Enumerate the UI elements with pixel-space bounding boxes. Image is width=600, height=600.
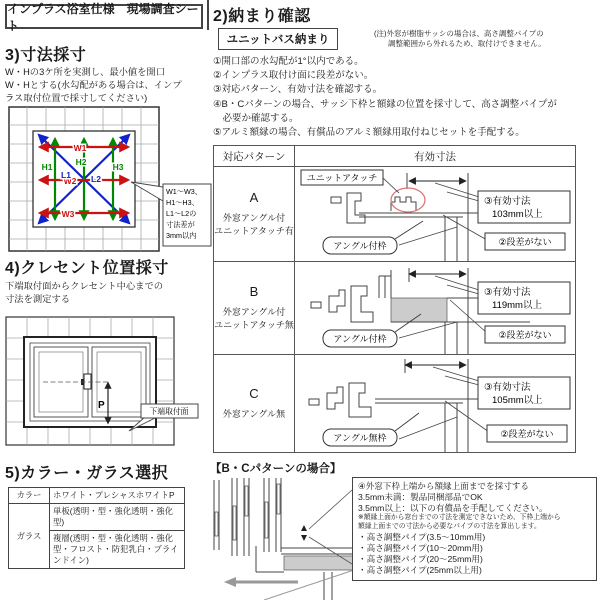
page-title-text: インプラス浴室仕様 現場調査シート <box>7 1 199 33</box>
checklist-item: ③対応パターン、有効寸法を確認する。 <box>213 84 383 96</box>
no-step-label: ②段差がない <box>498 237 552 247</box>
pipe-item: ・高さ調整パイプ(10〜20mm用) <box>358 542 483 553</box>
crescent-position-diagram <box>5 316 201 450</box>
desc-line: 寸法を測定する <box>5 294 71 304</box>
pattern-desc: ユニットアタッチ有 <box>214 226 294 236</box>
effective-size-value: 119mm以上 <box>492 300 542 311</box>
section4-description <box>5 280 163 306</box>
glass-label: ガラス <box>9 504 50 569</box>
l2-label: L2 <box>91 174 101 184</box>
pipe-item: ・高さ調整パイプ(25mm以上用) <box>358 564 482 575</box>
callout-line: H1〜H3、 <box>166 198 199 207</box>
size-column-header: 有効寸法 <box>295 146 576 167</box>
desc-line: W・Hの3ケ所を実測し、最小値を開口 <box>5 67 166 77</box>
pattern-table-header <box>214 146 576 167</box>
note-line: (注)外窓が樹脂サッシの場合は、高さ調整パイプの <box>374 29 544 38</box>
l1-label: L1 <box>61 170 71 180</box>
pattern-desc: ユニットアタッチ無 <box>214 320 294 330</box>
w3-label: W3 <box>61 209 75 219</box>
section2-note <box>374 29 546 49</box>
frame-block <box>391 298 447 322</box>
effective-size-label: ③有効寸法 <box>484 196 531 207</box>
color-value: ホワイト・プレシャスホワイトP <box>50 488 185 504</box>
effective-size-label: ③有効寸法 <box>484 287 531 298</box>
section3-heading: 3)寸法採寸 <box>5 47 87 64</box>
desc-line: ラス取付位置で採寸してください) <box>5 93 148 103</box>
desc-line: 下端取付面からクレセント中心までの <box>5 281 164 291</box>
pattern-letter: A <box>249 190 259 205</box>
pattern-letter: B <box>249 284 259 299</box>
section3-description <box>5 66 182 105</box>
bc-pattern-section-diagram <box>206 476 356 600</box>
unit-bath-label: ユニットバス納まり <box>218 28 338 50</box>
unit-attach-label: ユニットアタッチ <box>306 173 378 183</box>
section4-heading: 4)クレセント位置採寸 <box>5 260 169 277</box>
pattern-table <box>213 145 576 453</box>
glass-double-value: 複層(透明・型・強化透明・強化型・フロスト・防犯乳白・ブラインドイン) <box>50 531 185 569</box>
column-divider <box>207 0 209 30</box>
angle-frame-label: アングル付枠 <box>333 241 387 251</box>
callout-line: 3.5mm未満：製品同梱部品でOK <box>358 492 483 502</box>
gray-arrow <box>224 577 236 587</box>
crescent-lock <box>84 374 91 389</box>
checklist-item: ②インプラス取付け面に段差がない。 <box>213 70 374 82</box>
callout-line: 寸法差が <box>166 220 195 229</box>
color-glass-table <box>8 487 185 569</box>
p-label: P <box>98 400 105 411</box>
h3-label: H3 <box>112 162 124 172</box>
checklist-item: ⑤アルミ額縁の場合、有償品のアルミ額縁用取付ねじセットを手配する。 <box>213 127 525 139</box>
no-step-label: ②段差がない <box>500 429 554 439</box>
color-row <box>9 488 185 504</box>
w1-label: W1 <box>73 143 87 153</box>
pattern-desc: 外窓アングル付 <box>222 307 286 317</box>
w2-label: W2 <box>63 176 77 186</box>
measure-arrow-down <box>301 535 307 541</box>
page-title <box>5 1 203 33</box>
pattern-b-diagram <box>295 262 576 355</box>
measure-arrow-up <box>301 525 307 531</box>
section2-heading: 2)納まり確認 <box>213 8 311 25</box>
effective-size-value: 103mm以上 <box>492 209 543 220</box>
cross-section-diagram-a <box>295 167 575 261</box>
pipe-item: ・高さ調整パイプ(3.5〜10mm用) <box>358 531 486 542</box>
checklist-item: ④B・Cパターンの場合、サッシ下枠と額縁の位置を採寸して、高さ調整パイプが <box>213 98 557 110</box>
glass-single-value: 単板(透明・型・強化透明・強化型) <box>50 504 185 531</box>
pattern-a-diagram <box>295 167 576 262</box>
bc-pattern-heading: 【B・Cパターンの場合】 <box>210 463 342 475</box>
h1-label: H1 <box>41 162 53 172</box>
callout-line: L1〜L2の <box>166 209 197 218</box>
section2-checklist <box>213 55 599 140</box>
angle-frame-label: アングル付枠 <box>333 334 387 344</box>
checklist-item: 必要か確認する。 <box>213 112 299 124</box>
angle-frame-label: アングル無枠 <box>333 433 387 443</box>
bottom-face-label: 下端取付面 <box>149 407 189 416</box>
frame-block <box>284 556 356 570</box>
table-row-pattern-b <box>214 262 576 355</box>
table-row-pattern-c <box>214 355 576 453</box>
no-step-label: ②段差がない <box>498 330 552 340</box>
pattern-letter: C <box>249 386 259 401</box>
cross-section-diagram-c <box>295 355 575 452</box>
callout-line: W1〜W3、 <box>166 187 202 196</box>
pattern-c-diagram <box>295 355 576 453</box>
h2-label: H2 <box>75 157 87 167</box>
callout-note: 額縁上面までの寸法から必要なパイプの寸法を算出します。 <box>358 522 541 530</box>
pattern-desc: 外窓アングル付 <box>222 213 286 223</box>
bc-pattern-callout <box>352 477 597 581</box>
highlight-ellipse <box>391 188 425 212</box>
callout-line: ④外窓下枠上端から額縁上面までを採寸する <box>358 481 529 491</box>
cross-section-diagram-b <box>295 262 575 354</box>
pipe-item: ・高さ調整パイプ(20〜25mm用) <box>358 553 483 564</box>
callout-note: ※額縁上面から窓台までの寸法を測定できないため、下枠上端から <box>358 514 561 521</box>
effective-size-value: 105mm以上 <box>492 395 543 406</box>
pattern-desc: 外窓アングル無 <box>222 409 286 419</box>
checklist-item: ①開口部の水勾配が1°以内である。 <box>213 56 364 67</box>
callout-line: 3mm以内 <box>166 231 197 240</box>
glass-single-row <box>9 504 185 531</box>
effective-size-label: ③有効寸法 <box>484 382 531 393</box>
section5-heading: 5)カラー・ガラス選択 <box>5 465 169 482</box>
pattern-a-label-cell <box>214 167 295 262</box>
pattern-column-header: 対応パターン <box>214 146 295 167</box>
callout-line: 3.5mm以上：以下の有償品を手配してください。 <box>358 503 548 513</box>
table-row-pattern-a <box>214 167 576 262</box>
measurement-diagram <box>8 106 213 254</box>
pattern-b-label-cell <box>214 262 295 355</box>
note-line: 調整範囲から外れるため、取付けできません。 <box>388 39 546 48</box>
desc-line: W・Hとする(水勾配がある場合は、インプ <box>5 80 182 90</box>
pattern-c-label-cell <box>214 355 295 453</box>
color-label: カラー <box>9 488 50 504</box>
